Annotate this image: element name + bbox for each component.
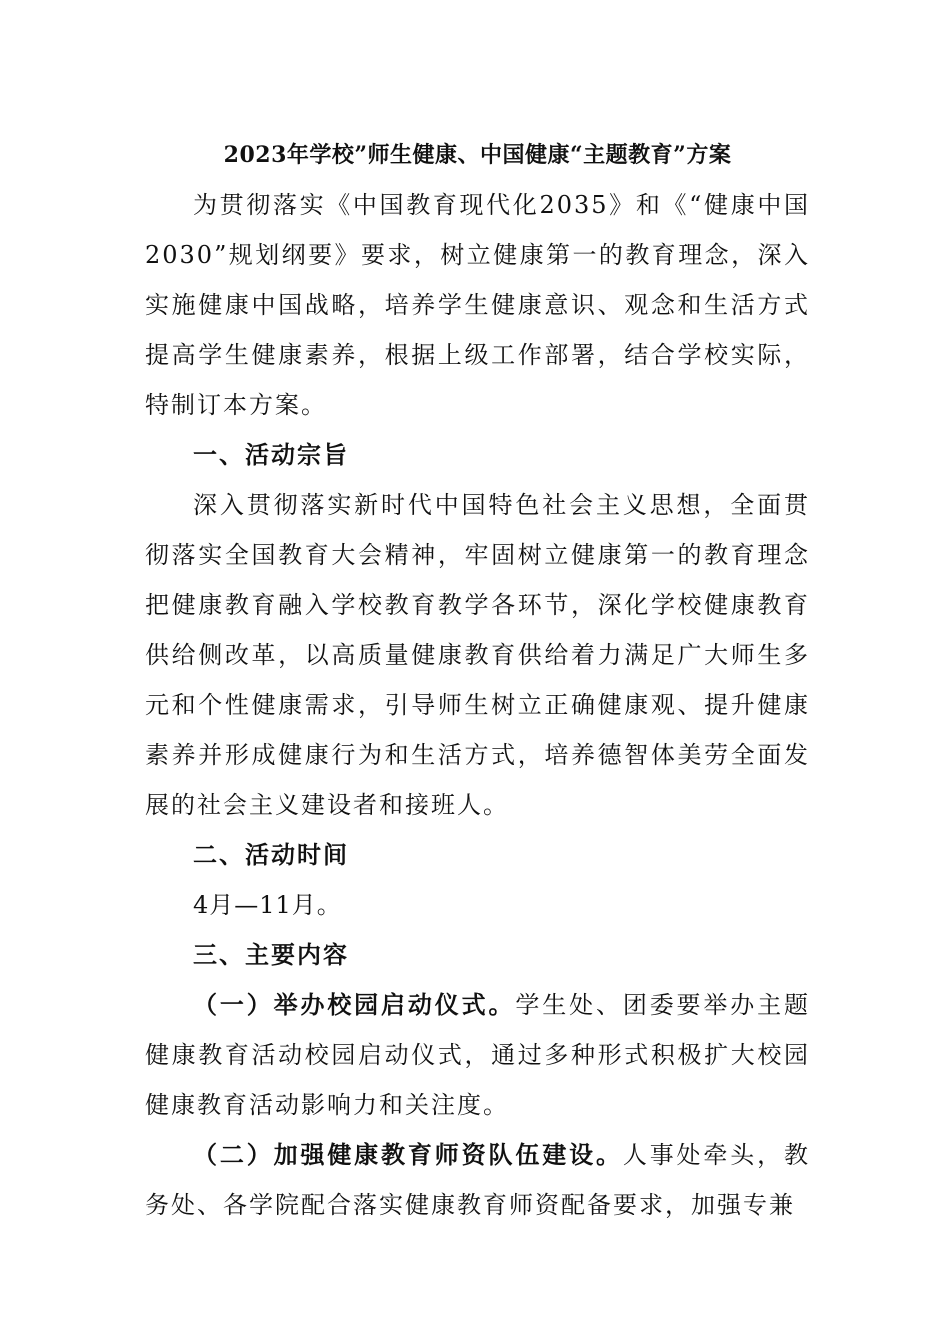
intro-paragraph: 为贯彻落实《中国教育现代化2035》和《“健康中国2030”规划纲要》要求，树立健康第一的教育理念，深入实施健康中国战略，培养学生健康意识、观念和生活方式提高学生健康素养，根据上级工作部署，结合学校实际，特制订本方案。 [145, 191, 810, 419]
section-heading-purpose: 一、活动宗旨 [193, 440, 349, 469]
content-item-2-lead: （二）加强健康教育师资队伍建设。 [193, 1140, 623, 1169]
section-heading-content: 三、主要内容 [193, 940, 349, 969]
document-title: 2023年学校”师生健康、中国健康“主题教育”方案 [223, 142, 732, 168]
content-item-1-lead: （一）举办校园启动仪式。 [193, 990, 516, 1019]
content-item-2 [145, 1130, 810, 1230]
document-page [145, 130, 810, 1230]
time-paragraph: 4月—11月。 [193, 891, 342, 919]
content-item-2-text: 人事处牵头，教务处、各学院配合落实健康教育师资配备要求，加强专兼 [145, 1141, 811, 1219]
content-item-1-text: 学生处、团委要举办主题健康教育活动校园启动仪式，通过多种形式积极扩大校园健康教育活动影响力和关注度。 [145, 991, 811, 1119]
section-heading-time: 二、活动时间 [193, 840, 349, 869]
content-item-1 [145, 980, 810, 1130]
purpose-paragraph: 深入贯彻落实新时代中国特色社会主义思想，全面贯彻落实全国教育大会精神，牢固树立健康第一的教育理念把健康教育融入学校教育教学各环节，深化学校健康教育供给侧改革，以高质量健康教育供给着力满足广大师生多元和个性健康需求，引导师生树立正确健康观、提升健康素养并形成健康行为和生活方式，培养德智体美劳全面发展的社会主义建设者和接班人。 [145, 491, 810, 819]
